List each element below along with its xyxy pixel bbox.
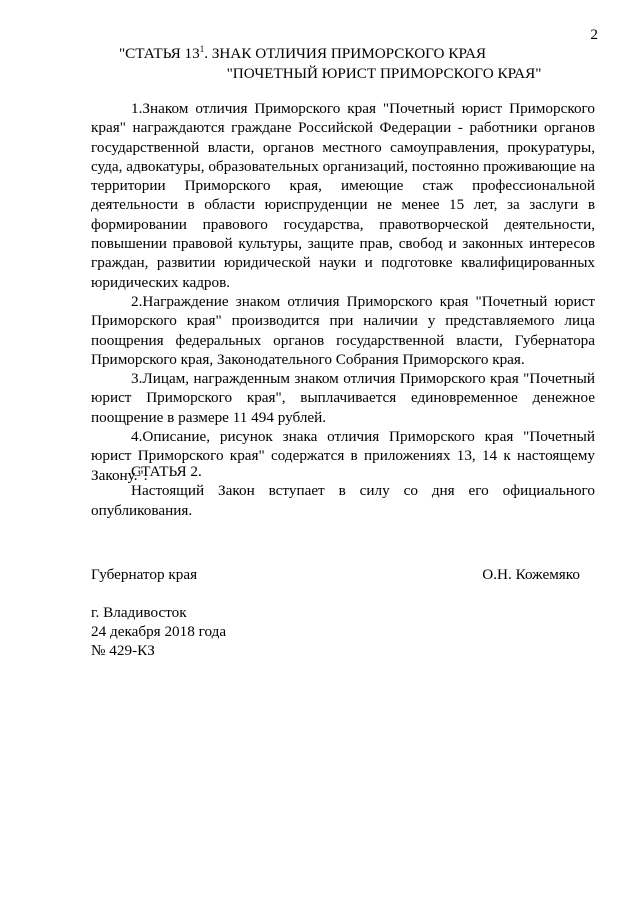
paragraph-3: 3.Лицам, награжденным знаком отличия Приморского края "Почетный юрист Приморского края", выплачивается единовременное денежное поощрение в размере 11 494 рублей. bbox=[91, 370, 595, 426]
signature-block bbox=[91, 566, 595, 586]
article-title-line-2: "ПОЧЕТНЫЙ ЮРИСТ ПРИМОРСКОГО КРАЯ" bbox=[226, 65, 542, 82]
article-title-superscript: 1 bbox=[199, 44, 205, 54]
page-number: 2 bbox=[590, 26, 598, 43]
article-2-heading: СТАТЬЯ 2. bbox=[131, 463, 202, 480]
document-date: 24 декабря 2018 года bbox=[91, 623, 227, 640]
paragraph-4: 4.Описание, рисунок знака отличия Приморского края "Почетный юрист Приморского края" содержатся в приложениях 13, 14 к настоящему Закону.". bbox=[91, 428, 595, 484]
article-2 bbox=[91, 462, 595, 520]
article-title-line-1 bbox=[0, 44, 640, 64]
document-city: г. Владивосток bbox=[91, 604, 187, 621]
article-title bbox=[0, 44, 640, 84]
signatory-role: Губернатор края bbox=[91, 566, 198, 583]
document-details bbox=[91, 603, 226, 660]
article-title-prefix: "СТАТЬЯ 13 bbox=[118, 45, 200, 62]
article-title-suffix: . ЗНАК ОТЛИЧИЯ ПРИМОРСКОГО КРАЯ bbox=[204, 45, 487, 62]
article-2-text: Настоящий Закон вступает в силу со дня его официального опубликования. bbox=[91, 482, 595, 519]
document-number: № 429-КЗ bbox=[91, 642, 155, 659]
signatory-name: О.Н. Кожемяко bbox=[482, 566, 580, 583]
article-body bbox=[91, 99, 595, 485]
paragraph-1: 1.Знаком отличия Приморского края "Почетный юрист Приморского края" награждаются граждане Российской Федерации - работники органов государственной власти, органов местного самоуправления, прокуратуры, суда, адвокатуры, образовательных организаций, постоянно проживающие на территории Приморского края, имеющие стаж профессиональной деятельности в области юриспруденции не менее 15 лет, за заслуги в формировании правового государства, правотворческой деятельности, повышении правовой культуры, защите прав, свобод и законных интересов граждан, развитии юридической науки и подготовке квалифицированных юридических кадров. bbox=[91, 100, 595, 291]
paragraph-2: 2.Награждение знаком отличия Приморского края "Почетный юрист Приморского края" производится при наличии у представляемого лица поощрения федеральных органов государственной власти, Губернатора Приморского края, Законодательного Собрания Приморского края. bbox=[91, 292, 595, 368]
